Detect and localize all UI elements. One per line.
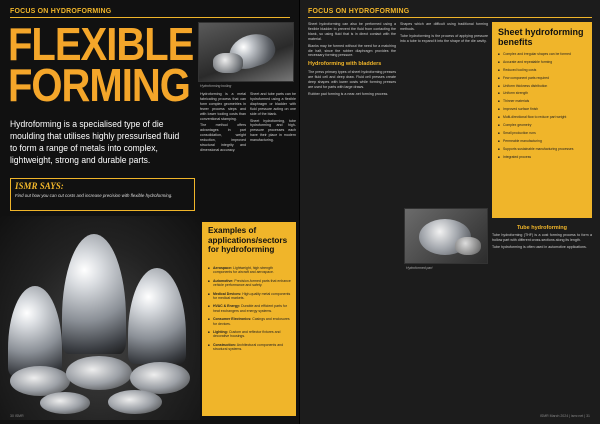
examples-title: Examples of applications/sectors for hydroforming xyxy=(208,226,288,254)
benefits-title: Sheet hydroforming benefits xyxy=(498,27,584,47)
examples-sidebar xyxy=(202,222,296,416)
benefit-item: ■ Complex geometry xyxy=(498,123,588,127)
hydroformed-part-photo xyxy=(404,208,488,264)
quote-heading: ISMR SAYS: xyxy=(15,181,64,191)
right-col1-para-2: Blanks may be formed without the need for a matching die half, since the rubber diaphragm provides the necessary forming pressure. xyxy=(308,43,396,58)
left-column-1 xyxy=(200,92,246,220)
right-column-1 xyxy=(308,22,396,414)
left-col2-para-1: Sheet and tube parts can be hydroformed using a flexible diaphragm or bladder with fluid pressure acting on one side of the blank. xyxy=(250,92,296,116)
right-page xyxy=(300,0,600,424)
right-col3-para-2: Tube hydroforming is the process of applying pressure into a tube to expand it into the shape of the die cavity. xyxy=(400,33,488,43)
benefit-item: ■ Supports sustainable manufacturing processes xyxy=(498,147,588,151)
formed-tool-image-small xyxy=(455,237,481,255)
benefit-item: ■ Improved surface finish xyxy=(498,107,588,111)
benefit-item: ■ Uniform thickness distribution xyxy=(498,84,588,88)
section-rule-left xyxy=(10,17,290,18)
benefit-item: ■ Integrated process xyxy=(498,155,588,159)
tooling-photo xyxy=(198,22,294,82)
dome-product-2 xyxy=(62,234,126,354)
benefits-list xyxy=(498,52,588,162)
benefit-item: ■ Small production runs xyxy=(498,131,588,135)
left-col1-para-1: Hydroforming is a metal fabricating process that can form complex geometries in fewer process steps and with lower tooling costs than conventional stamping. xyxy=(200,92,246,121)
ismr-says-box xyxy=(10,178,195,211)
example-item: ■ Aerospace: Lightweight, high strength components for aircraft and aerospace. xyxy=(208,266,292,275)
benefit-item: ■ Permeable manufacturing xyxy=(498,139,588,143)
base-product-5 xyxy=(108,390,162,414)
hydroformed-products-photo xyxy=(0,216,200,420)
intro-paragraph: Hydroforming is a specialised type of die moulding that utilises highly pressurised fluid to form a range of metals into complex, lightweight, strong and durable parts. xyxy=(10,119,180,165)
base-product-4 xyxy=(40,392,90,414)
example-item: ■ Construction: Architectural components and structural systems. xyxy=(208,343,292,352)
right-col2-para-2: Rubber pad forming is a near-net forming process. xyxy=(308,91,389,96)
example-item: ■ Automotive: Precision-formed parts that enhance vehicle performance and safety. xyxy=(208,279,292,288)
photo-caption-left: Hydroforming tooling xyxy=(200,84,232,88)
right-col3b-para-2: Tube hydroforming is often used in automotive applications. xyxy=(492,244,587,249)
right-col3-para-1: Shapes which are difficult using traditional forming methods. xyxy=(400,22,488,31)
quote-text: Find out how you can cut costs and increase precision with flexible hydroforming. xyxy=(15,193,173,198)
title-line-1: FLEXIBLE xyxy=(8,19,194,71)
section-rule-right xyxy=(308,17,592,18)
benefit-item: ■ Few component parts required xyxy=(498,76,588,80)
section-header-left: FOCUS ON HYDROFORMING xyxy=(10,8,112,15)
benefit-item: ■ Multi-directional flow to reduce part weight xyxy=(498,115,588,119)
right-col3b-para-1: Tube hydroforming (THF) is a cost forming process to form a hollow part with different cross-sections along its length. xyxy=(492,233,592,242)
left-column-2 xyxy=(250,92,296,220)
benefit-item: ■ Accurate and repeatable forming xyxy=(498,60,588,64)
benefit-item: ■ Thinner materials xyxy=(498,99,588,103)
example-item: ■ HVAC & Energy: Durable and efficient parts for heat exchangers and energy systems. xyxy=(208,304,292,313)
section-header-right: FOCUS ON HYDROFORMING xyxy=(308,8,410,15)
tube-hydroforming-subhead: Tube hydroforming xyxy=(516,225,567,231)
base-product-2 xyxy=(66,356,132,390)
photo-caption-right: Hydroformed part xyxy=(406,266,433,270)
right-col2-para-1: The press primary types of sheet hydroforming presses are fluid cell and deep draw. Fluid cell presses create deep shapes with lower costs while forming presses are used for parts with large draws. xyxy=(308,70,396,90)
bladders-subhead: Hydroforming with bladders xyxy=(308,61,382,68)
right-col1-para-1: Sheet hydroforming can also be performed using a flexible bladder to prevent the fluid from contacting the blank, so using fluid that is in direct contact with the material. xyxy=(308,22,396,41)
left-col1-para-2: The method offers advantages in part consolidation, weight reduction, improved structural integrity and dimensional accuracy. xyxy=(200,123,246,152)
example-item: ■ Medical Devices: High-quality metal components for medical markets. xyxy=(208,292,292,301)
title-line-2: FORMING xyxy=(8,60,190,112)
example-item: ■ Lighting: Custom and reflector fixtures and decorative housings. xyxy=(208,330,292,339)
benefit-item: ■ Reduced tooling costs xyxy=(498,68,588,72)
left-col2-para-2: Sheet hydroforming, tube hydroforming and high-pressure processes each have their place in modern manufacturing. xyxy=(250,118,296,143)
benefits-sidebar xyxy=(492,22,592,218)
right-column-3 xyxy=(492,222,592,412)
dome-product-1 xyxy=(8,286,62,376)
benefit-item: ■ Complex and irregular shapes can be formed xyxy=(498,52,588,56)
right-column-2 xyxy=(400,22,488,206)
example-item: ■ Consumer Electronics: Casings and enclosures for devices. xyxy=(208,317,292,326)
examples-list xyxy=(208,266,292,356)
formed-part-image-small xyxy=(213,53,243,73)
page-number-right: ISMR March 2024 | ismr.net | 31 xyxy=(539,414,590,418)
page-number-left: 30 ISMR xyxy=(10,414,24,418)
dome-product-3 xyxy=(128,268,186,364)
benefit-item: ■ Uniform strength xyxy=(498,91,588,95)
